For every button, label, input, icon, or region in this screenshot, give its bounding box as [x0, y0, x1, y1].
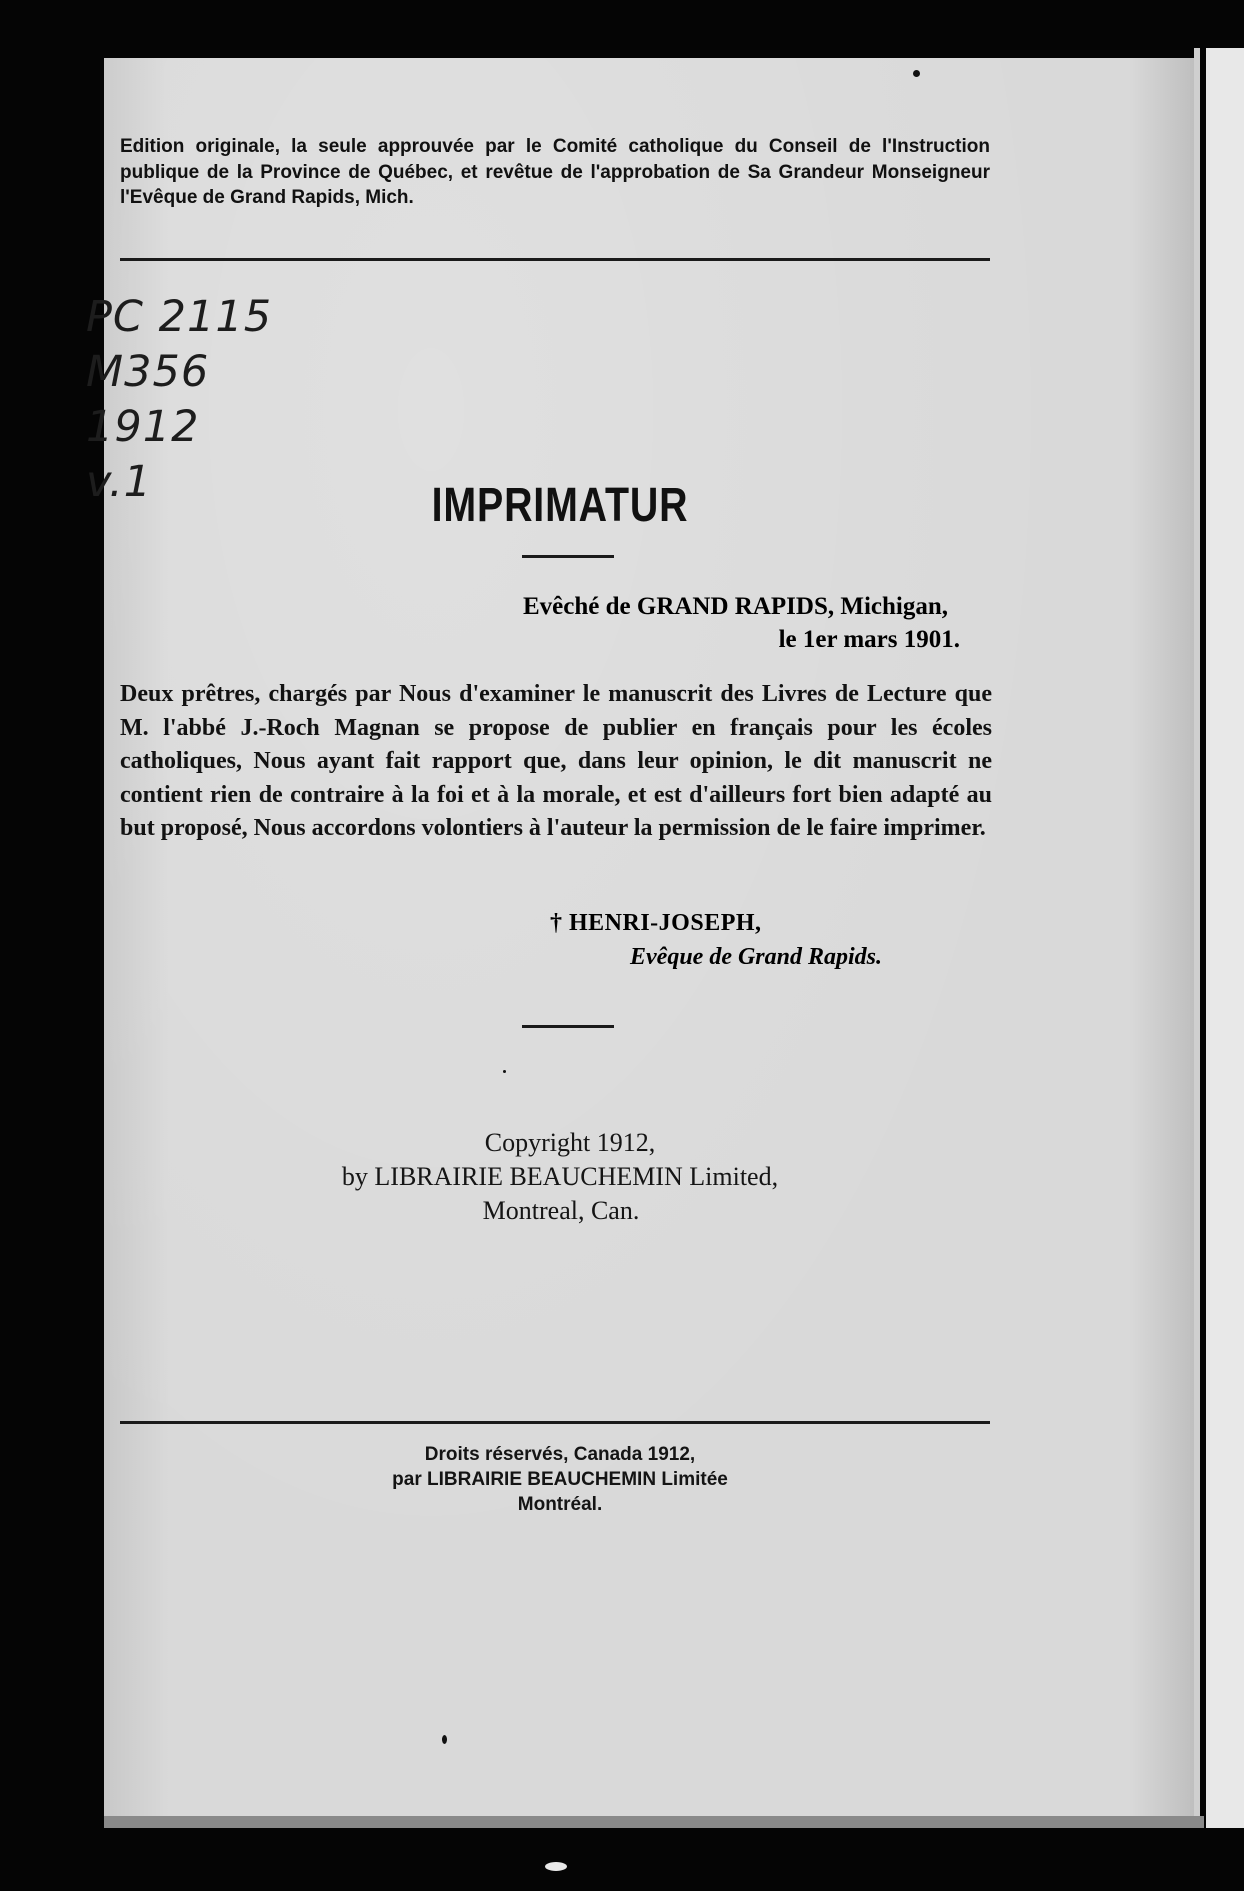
- signature-block: [520, 906, 960, 974]
- edition-note: Edition originale, la seule approuvée par le Comité catholique du Conseil de l'Instruction publique de la Province de Québec, et revêtue de l'approbation de Sa Grandeur Monseigneur l'Evêque de Grand Rapids, Mich.: [120, 136, 990, 208]
- handwritten-call-number: [86, 290, 276, 510]
- rights-line: Droits réservés, Canada 1912,: [424, 1444, 696, 1465]
- bottom-divider: [120, 1421, 990, 1424]
- page-bottom-shadow: [104, 1816, 1204, 1828]
- signature-title: Evêque de Grand Rapids.: [630, 944, 882, 970]
- top-divider: [120, 258, 990, 261]
- ink-speck: [913, 70, 920, 77]
- rights-city-line: Montréal.: [517, 1494, 603, 1515]
- imprimatur-body: Deux prêtres, chargés par Nous d'examiner le manuscrit des Livres de Lecture que M. l'abbé J.-Roch Magnan se propose de publier en français pour les écoles catholiques, Nous ayant fait rapport que, dans leur opinion, le dit manuscrit ne contient rien de contraire à la foi et à la morale, et est d'ailleurs fort bien adapté au but proposé, Nous accordons volontiers à l'auteur la permission de le faire imprimer.: [120, 681, 992, 841]
- call-number-line: PC 2115: [86, 292, 273, 342]
- place-line: Evêché de GRAND RAPIDS, Michigan,: [523, 593, 948, 620]
- call-number-line: 1912: [86, 402, 200, 452]
- ink-speck: [503, 1070, 506, 1073]
- copyright-line: Copyright 1912,: [484, 1128, 656, 1157]
- signature-divider: [522, 1025, 614, 1028]
- call-number-line: M356: [86, 347, 210, 397]
- date-line: le 1er mars 1901.: [778, 626, 960, 653]
- page-right-edge: [1194, 48, 1200, 1828]
- publisher-line: by LIBRAIRIE BEAUCHEMIN Limited,: [341, 1162, 779, 1191]
- imprimatur-heading: IMPRIMATUR: [431, 479, 689, 532]
- ink-speck: [545, 1862, 567, 1871]
- call-number-line: v.1: [86, 457, 152, 507]
- rights-reserved-notice: [250, 1442, 870, 1517]
- city-line: Montreal, Can.: [482, 1196, 640, 1225]
- heading-divider: [522, 555, 614, 558]
- place-and-date: [320, 590, 960, 656]
- ink-speck: [442, 1735, 447, 1744]
- copyright-notice: [280, 1126, 840, 1228]
- rights-publisher-line: par LIBRAIRIE BEAUCHEMIN Limitée: [392, 1469, 728, 1490]
- signature-name: † HENRI-JOSEPH,: [550, 910, 762, 936]
- adjacent-page-edge: [1206, 48, 1244, 1828]
